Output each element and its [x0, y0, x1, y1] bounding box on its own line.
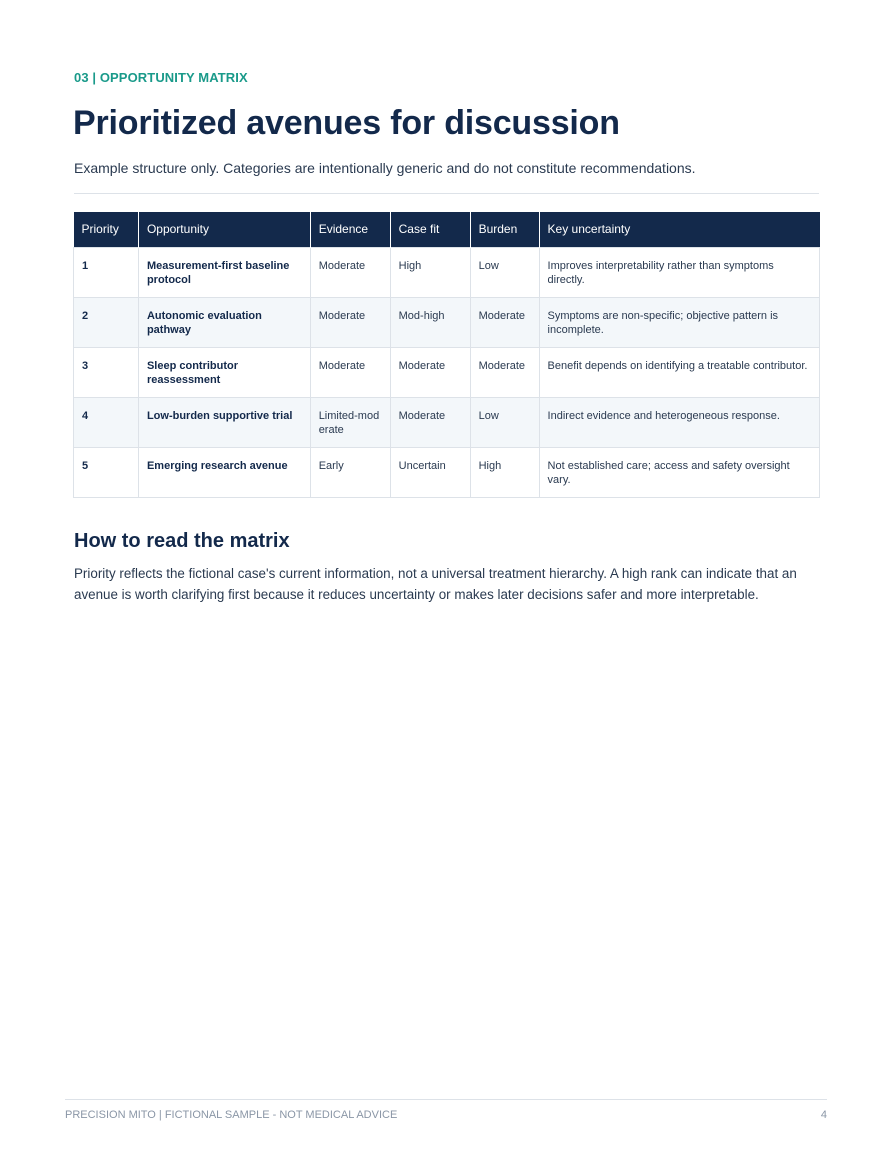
cell-opportunity: Emerging research avenue — [138, 447, 310, 497]
table-row — [74, 247, 820, 297]
table-row — [74, 447, 820, 497]
cell-key-uncertainty: Indirect evidence and heterogeneous response. — [539, 397, 819, 447]
section-label: 03 | OPPORTUNITY MATRIX — [74, 70, 248, 85]
page-number: 4 — [820, 1109, 827, 1121]
cell-opportunity: Sleep contributor reassessment — [138, 347, 310, 397]
page-title: Prioritized avenues for discussion — [73, 104, 620, 142]
cell-burden: Moderate — [470, 297, 539, 347]
cell-burden: Moderate — [470, 347, 539, 397]
header-opportunity: Opportunity — [138, 212, 310, 247]
cell-evidence: Early — [310, 447, 390, 497]
header-evidence: Evidence — [310, 212, 390, 247]
cell-opportunity: Measurement-first baseline protocol — [138, 247, 310, 297]
cell-burden: High — [470, 447, 539, 497]
cell-opportunity: Low-burden supportive trial — [138, 397, 310, 447]
cell-evidence: Moderate — [310, 247, 390, 297]
cell-priority: 5 — [74, 447, 139, 497]
cell-burden: Low — [470, 247, 539, 297]
cell-case-fit: Uncertain — [390, 447, 470, 497]
header-case-fit: Case fit — [390, 212, 470, 247]
cell-key-uncertainty: Improves interpretability rather than symptoms directly. — [539, 247, 819, 297]
header-key-uncertainty: Key uncertainty — [539, 212, 819, 247]
cell-key-uncertainty: Symptoms are non-specific; objective pattern is incomplete. — [539, 297, 819, 347]
table-row — [74, 347, 820, 397]
top-divider — [74, 193, 819, 194]
cell-case-fit: High — [390, 247, 470, 297]
cell-opportunity: Autonomic evaluation pathway — [138, 297, 310, 347]
footer-text: PRECISION MITO | FICTIONAL SAMPLE - NOT MEDICAL ADVICE — [65, 1109, 398, 1121]
cell-case-fit: Moderate — [390, 397, 470, 447]
table-header-row — [74, 212, 820, 247]
header-priority: Priority — [74, 212, 139, 247]
cell-burden: Low — [470, 397, 539, 447]
cell-priority: 1 — [74, 247, 139, 297]
cell-priority: 4 — [74, 397, 139, 447]
header-burden: Burden — [470, 212, 539, 247]
reading-section-heading: How to read the matrix — [74, 530, 290, 552]
reading-section-body: Priority reflects the fictional case's current information, not a universal treatment hierarchy. A high rank can indicate that an avenue is worth clarifying first because it reduces uncertainty or makes later decisions safer and more interpretable. — [74, 566, 797, 602]
cell-case-fit: Moderate — [390, 347, 470, 397]
table-row — [74, 397, 820, 447]
cell-evidence: Moderate — [310, 347, 390, 397]
cell-priority: 3 — [74, 347, 139, 397]
page-subtitle: Example structure only. Categories are intentionally generic and do not constitute recommendations. — [74, 160, 696, 176]
table-row — [74, 297, 820, 347]
cell-key-uncertainty: Not established care; access and safety oversight vary. — [539, 447, 819, 497]
footer-divider — [65, 1099, 827, 1100]
cell-key-uncertainty: Benefit depends on identifying a treatable contributor. — [539, 347, 819, 397]
cell-case-fit: Mod-high — [390, 297, 470, 347]
cell-evidence: Limited-mod erate — [310, 397, 390, 447]
opportunity-matrix-table — [73, 212, 820, 498]
cell-priority: 2 — [74, 297, 139, 347]
cell-evidence: Moderate — [310, 297, 390, 347]
